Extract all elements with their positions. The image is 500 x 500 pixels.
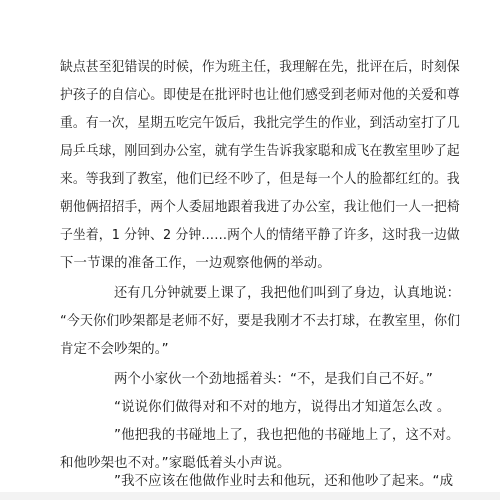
text-line-10: “今天你们吵架都是老师不好，要是我刚才不去打球，在教室里，你们: [60, 314, 461, 329]
text-line-15: 和他吵架也不对。”家聪低着头小声说。: [60, 456, 291, 471]
text-line-8: 下一节课的准备工作，一边观察他俩的举动。: [60, 256, 331, 271]
text-line-13: “说说你们做得对和不对的地方，说得出才知道怎么改 。: [114, 400, 451, 415]
text-line-12: 两个小家伙一个劲地摇着头：“不，是我们自己不好。”: [114, 372, 433, 387]
text-line-4: 局乒乓球，刚回到办公室，就有学生告诉我家聪和成飞在教室里吵了起: [60, 144, 460, 159]
text-line-6: 朝他俩招招手，两个人委屈地跟着我进了办公室，我让他们一人一把椅: [60, 200, 460, 215]
text-line-3: 重。有一次，星期五吃完午饭后，我批完学生的作业，到活动室打了几: [60, 116, 460, 131]
text-line-2: 护孩子的自信心。即使是在批评时也让他们感受到老师对他的关爱和尊: [60, 88, 460, 103]
text-line-1: 缺点甚至犯错误的时候，作为班主任，我理解在先，批评在后，时刻保: [60, 60, 460, 75]
page-bottom-shade: [0, 492, 500, 500]
text-line-7: 子坐着，1 分钟、2 分钟……两个人的情绪平静了许多，这时我一边做: [60, 228, 460, 243]
text-line-16: ”我不应该在他做作业时去和他玩，还和他吵了起来。“成: [114, 474, 454, 489]
text-line-14: ”他把我的书碰地上了，我也把他的书碰地上了，这不对。: [114, 428, 460, 443]
text-line-11: 肯定不会吵架的。”: [60, 342, 169, 357]
text-line-5: 来。等我到了教室，他们已经不吵了，但是每一个人的脸都红红的。我: [60, 172, 460, 187]
text-line-9: 还有几分钟就要上课了，我把他们叫到了身边，认真地说：: [114, 286, 461, 301]
